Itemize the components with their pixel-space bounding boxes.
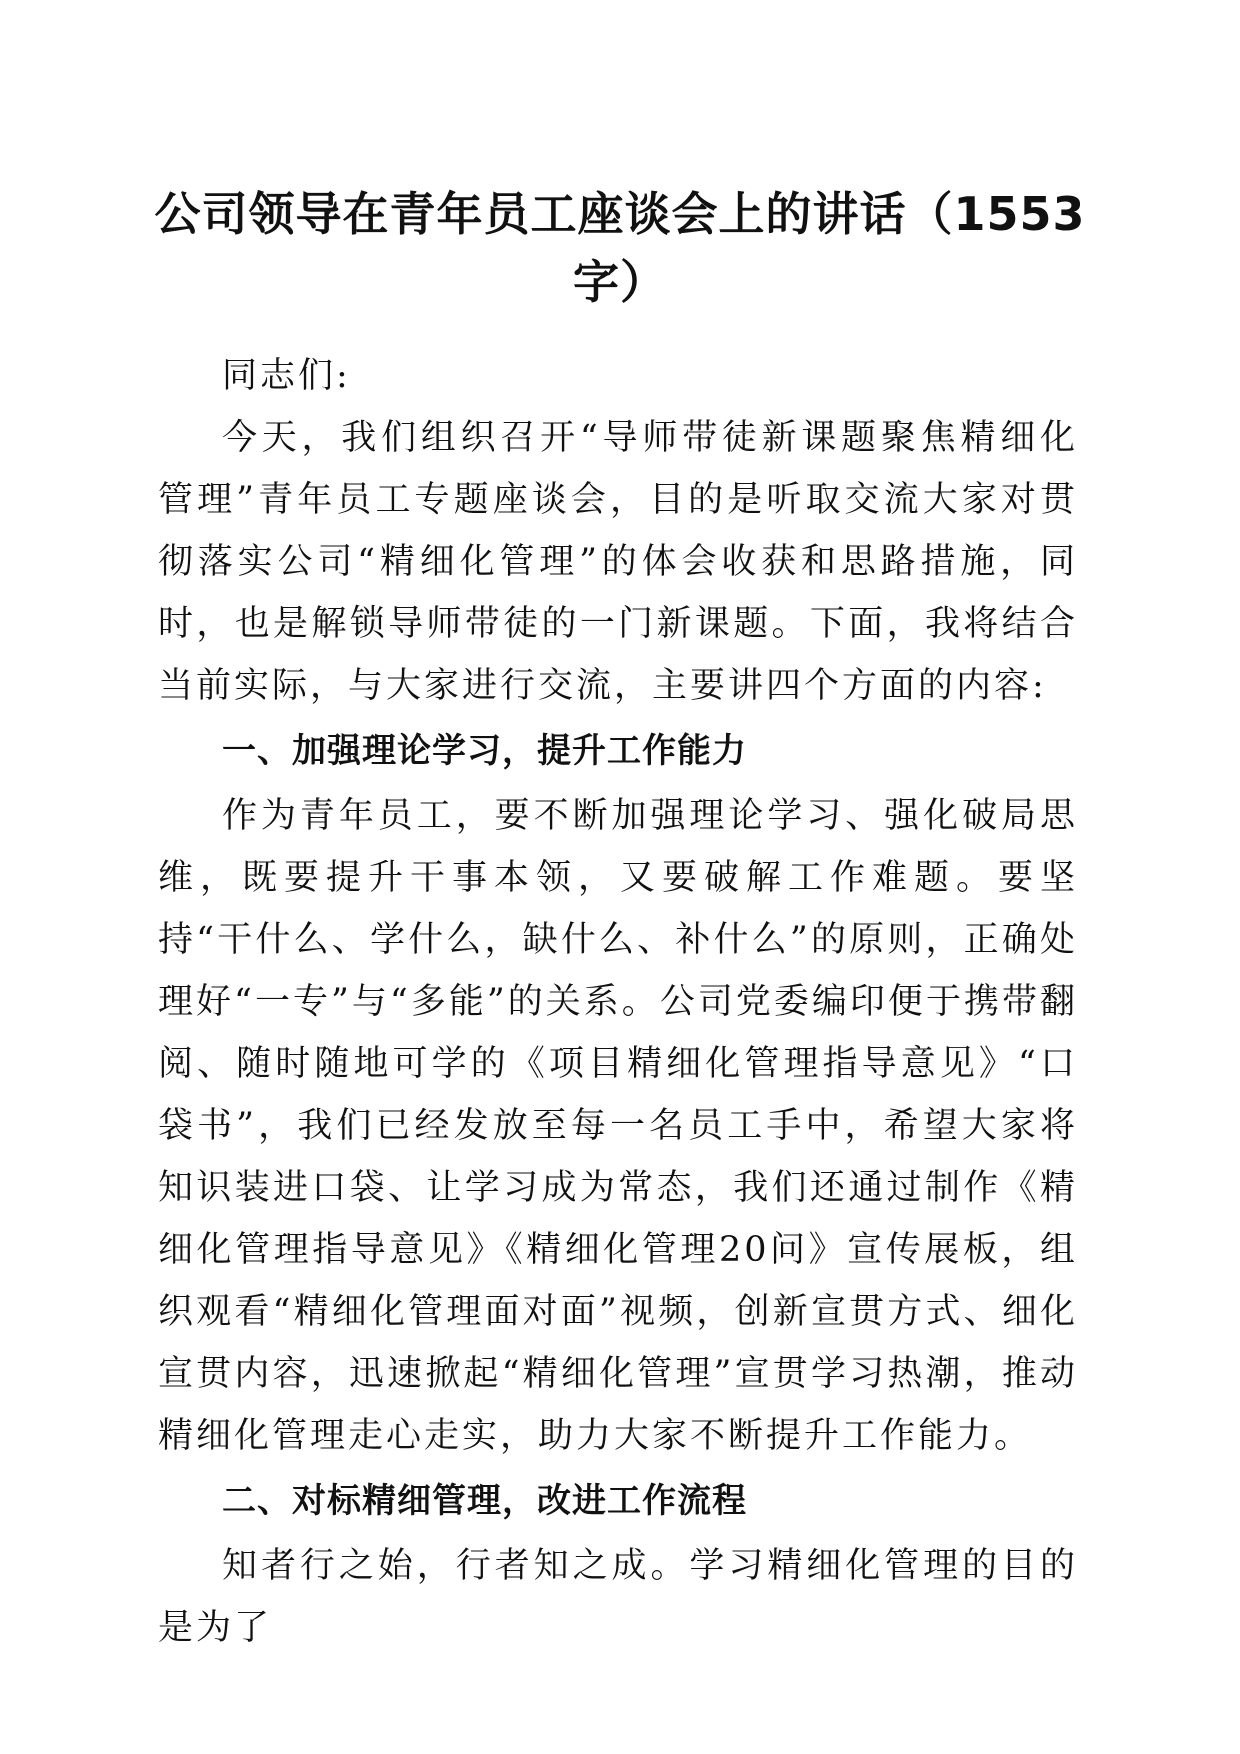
section-heading-1: 一、加强理论学习，提升工作能力 bbox=[222, 731, 747, 771]
intro-paragraph: 今天，我们组织召开“导师带徒新课题聚焦精细化管理”青年员工专题座谈会，目的是听取交流大家对贯彻落实公司“精细化管理”的体会收获和思路措施，同时，也是解锁导师带徒的一门新课题。下面，我将结合当前实际，与大家进行交流，主要讲四个方面的内容: bbox=[158, 418, 1078, 706]
section-2-paragraph: 知者行之始，行者知之成。学习精细化管理的目的是为了 bbox=[158, 1546, 1078, 1648]
document-title: 公司领导在青年员工座谈会上的讲话（1553字） bbox=[154, 187, 1086, 309]
document-body bbox=[158, 345, 1078, 1659]
salutation: 同志们: bbox=[222, 356, 351, 396]
section-1-paragraph: 作为青年员工，要不断加强理论学习、强化破局思维，既要提升干事本领，又要破解工作难题。要坚持“干什么、学什么，缺什么、补什么”的原则，正确处理好“一专”与“多能”的关系。公司党委编印便于携带翻阅、随时随地可学的《项目精细化管理指导意见》“口袋书”，我们已经发放至每一名员工手中，希望大家将知识装进口袋、让学习成为常态，我们还通过制作《精细化管理指导意见》《精细化管理20问》宣传展板，组织观看“精细化管理面对面”视频，创新宣贯方式、细化宣贯内容，迅速掀起“精细化管理”宣贯学习热潮，推动精细化管理走心走实，助力大家不断提升工作能力。 bbox=[158, 796, 1078, 1456]
section-heading-2: 二、对标精细管理，改进工作流程 bbox=[222, 1481, 747, 1521]
